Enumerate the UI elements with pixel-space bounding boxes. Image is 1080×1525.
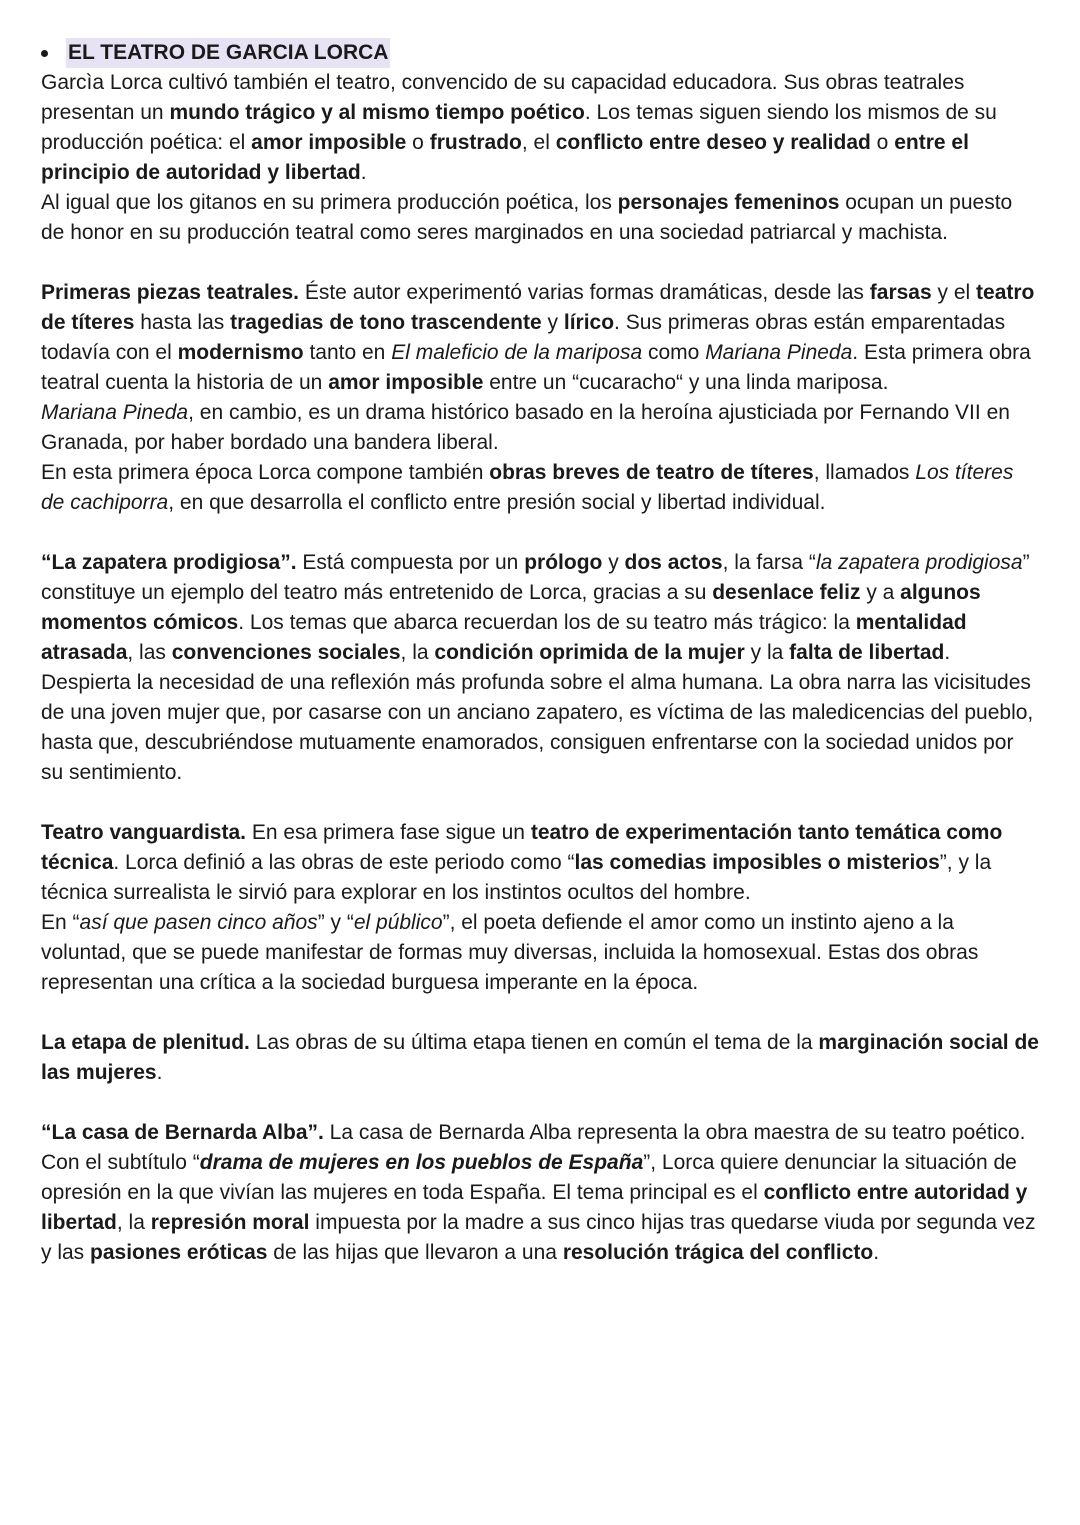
text-segment: obras breves de teatro de títeres [489,461,814,484]
text-segment: resolución trágica del conflicto [562,1241,874,1264]
text-segment: En esta primera época Lorca compone también [41,461,490,484]
text-segment: . Los temas que abarca recuerdan los de su teatro más trágico: la [238,611,856,634]
text-segment: amor imposible [328,371,484,394]
text-segment: . Lorca definió a las obras de este periodo como “ [113,851,575,874]
text-segment: y [602,551,625,574]
text-segment: Primeras piezas teatrales. [41,281,299,304]
text-segment: mundo trágico y al mismo tiempo poético [169,101,585,124]
text-segment: pasiones eróticas [90,1241,268,1264]
text-segment: así que pasen cinco años [79,911,318,934]
paragraph-zapatera [41,548,1041,788]
text-segment: amor imposible [251,131,407,154]
text-segment: hasta las [134,311,231,334]
text-segment: “La zapatera prodigiosa”. [41,551,297,574]
paragraph-mariana [41,398,1041,458]
text-segment: falta de libertad [789,641,945,664]
text-segment: y [541,311,564,334]
text-segment: Éste autor experimentó varias formas dramáticas, desde las [299,281,870,304]
text-segment: Garcìa Lorca cultivó también el teatro, convencido de su capacidad educadora. Sus obras teatrales presentan un [41,71,965,124]
text-segment: impuesta por la madre a sus cinco hijas tras quedarse viuda por segunda vez y las [41,1211,1036,1264]
bullet-icon [0,38,48,68]
text-segment: , las [127,641,172,664]
text-segment: drama de mujeres en los pueblos de España [199,1151,644,1174]
text-segment: mentalidad atrasada [41,611,967,664]
text-segment: teatro de títeres [41,281,1035,334]
text-segment: la zapatera prodigiosa [815,551,1023,574]
paragraph-primeras [41,278,1041,398]
paragraph-cinco [41,908,1041,998]
text-segment: En esa primera fase sigue un [246,821,531,844]
text-segment: ” y “ [317,911,354,934]
text-segment: ”, Lorca quiere denunciar la situación de opresión en la que vivían las mujeres en toda España. El tema principal es el [41,1151,1017,1204]
paragraph-gap [41,998,1041,1028]
text-segment: , la farsa “ [722,551,816,574]
text-segment: lírico [563,311,615,334]
text-segment: Teatro vanguardista. [41,821,246,844]
text-segment: El maleficio de la mariposa [391,341,643,364]
text-segment: desenlace feliz [712,581,861,604]
text-segment: el público [353,911,443,934]
paragraph-gap [41,788,1041,818]
text-segment: teatro de experimentación tanto temática como técnica [41,821,1003,874]
paragraph-vanguardista [41,818,1041,908]
text-segment: Los títeres de cachiporra [41,461,1014,514]
text-segment: convenciones sociales [171,641,401,664]
text-segment: conflicto entre autoridad y libertad [41,1181,1028,1234]
text-segment: dos actos [624,551,723,574]
text-segment: Mariana Pineda [705,341,853,364]
text-segment: prólogo [524,551,603,574]
text-segment: Las obras de su última etapa tienen en común el tema de la [249,1031,819,1054]
text-segment: como [642,341,706,364]
text-segment: . Esta primera obra teatral cuenta la historia de un [41,341,1031,394]
paragraph-intro2 [41,188,1041,248]
text-segment: , llamados [813,461,916,484]
text-segment: , la [116,1211,151,1234]
text-segment: algunos momentos cómicos [41,581,981,634]
text-segment: , el [521,131,556,154]
text-segment: o [406,131,430,154]
text-segment: ”, y la técnica surrealista le sirvió para explorar en los instintos ocultos del hombre. [41,851,992,904]
text-segment: de las hijas que llevaron a una [267,1241,563,1264]
section-heading [0,38,1041,68]
text-segment: ”, el poeta defiende el amor como un instinto ajeno a la voluntad, que se puede manifestar de formas muy diversas, incluida la homosexual. Estas dos obras representan una crítica a la sociedad burguesa imperante en la época. [41,911,979,994]
text-segment: condición oprimida de la mujer [434,641,745,664]
heading-text: EL TEATRO DE GARCIA LORCA [66,38,390,68]
text-segment: La etapa de plenitud. [41,1031,250,1054]
paragraph-plenitud [41,1028,1041,1088]
text-segment: Al igual que los gitanos en su primera producción poética, los [41,191,618,214]
text-segment: frustrado [429,131,522,154]
text-segment: En “ [41,911,80,934]
paragraph-gap [41,1088,1041,1118]
text-segment: . Los temas siguen siendo los mismos de su producción poética: el [41,101,997,154]
text-segment: . Sus primeras obras están emparentadas todavía con el [41,311,1006,364]
text-segment: tanto en [303,341,392,364]
paragraph-bernarda [41,1118,1041,1268]
paragraph-titeres [41,458,1041,518]
paragraph-gap [41,518,1041,548]
text-segment: farsas [869,281,932,304]
text-segment: personajes femeninos [617,191,840,214]
text-segment: , la [400,641,435,664]
text-segment: las comedias imposibles o misterios [574,851,940,874]
text-segment: entre el principio de autoridad y libertad [41,131,969,184]
text-segment: y a [860,581,901,604]
text-segment: , en que desarrolla el conflicto entre presión social y libertad individual. [168,491,826,514]
text-segment: ” constituye un ejemplo del teatro más entretenido de Lorca, gracias a su [41,551,1030,604]
text-segment: marginación social de las mujeres [41,1031,1039,1084]
text-segment: o [870,131,895,154]
text-segment: Mariana Pineda [41,401,189,424]
text-segment: . [360,161,367,184]
text-segment: modernismo [177,341,304,364]
text-segment: entre un “cucaracho“ y una linda mariposa. [483,371,889,394]
text-segment: Está compuesta por un [296,551,525,574]
text-segment: y el [931,281,977,304]
text-segment: ocupan un puesto de honor en su producción teatral como seres marginados en una sociedad patriarcal y machista. [41,191,1013,244]
text-segment: La casa de Bernarda Alba representa la obra maestra de su teatro poético. Con el subtítulo “ [41,1121,1026,1174]
text-segment: conflicto entre deseo y realidad [555,131,871,154]
document-page [41,38,1041,1268]
text-segment: . [873,1241,880,1264]
text-segment: y la [744,641,790,664]
text-segment: represión moral [150,1211,310,1234]
paragraph-gap [41,248,1041,278]
text-segment: . [156,1061,163,1084]
text-segment: . Despierta la necesidad de una reflexión más profunda sobre el alma humana. La obra narra las vicisitudes de una joven mujer que, por casarse con un anciano zapatero, es víctima de las maledicencias del pueblo, hasta que, descubriéndose mutuamente enamorados, consiguen enfrentarse con la sociedad unidos por su sentimiento. [41,641,1034,784]
document-body [41,68,1041,1268]
text-segment: , en cambio, es un drama histórico basado en la heroína ajusticiada por Fernando VII en Granada, por haber bordado una bandera liberal. [41,401,1010,454]
text-segment: tragedias de tono trascendente [230,311,542,334]
paragraph-intro [41,68,1041,188]
text-segment: “La casa de Bernarda Alba”. [41,1121,324,1144]
